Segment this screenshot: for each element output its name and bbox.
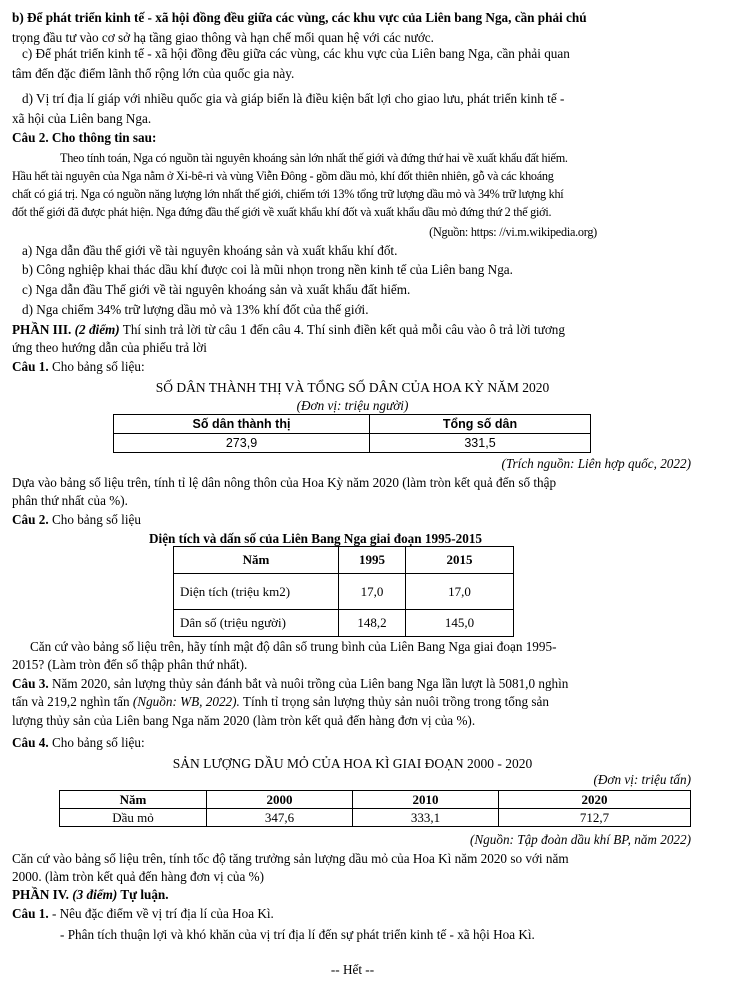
statement-c-cont: tâm đến đặc điểm lãnh thổ rộng lớn của quốc gia này.	[12, 66, 295, 81]
question-1-intro: Cho bảng số liệu:	[48, 359, 145, 374]
table-2-title: Diện tích và dấn số của Liên Bang Nga giai đoạn 1995-2015	[149, 531, 483, 546]
table-3-cell-2020: 712,7	[499, 809, 691, 827]
part-4-heading	[12, 887, 693, 903]
table-3-unit: (Đơn vị: triệu tấn)	[593, 772, 691, 787]
part-4-label: PHẦN IV.	[12, 887, 69, 902]
table-3-header-year: Năm	[60, 791, 207, 809]
question-1-text: Dựa vào bảng số liệu trên, tính tỉ lệ dân nông thôn của Hoa Kỳ năm 2020 (làm tròn kết quả đến số thập	[12, 475, 557, 490]
question-4-intro: Cho bảng số liệu:	[48, 735, 145, 750]
table-2-row-area-2015: 17,0	[406, 574, 514, 610]
essay-question-1-part-2: - Phân tích thuận lợi và khó khăn của vị trí địa lí đến sự phát triển kinh tế - xã hội Hoa Kì.	[60, 927, 535, 942]
statement-d: d) Vị trí địa lí giáp với nhiều quốc gia và giáp biển là điều kiện bất lợi cho giao lưu, phát triển kinh tế -	[22, 91, 565, 106]
part-4-title: Tự luận.	[117, 887, 169, 902]
us-oil-output-table	[59, 790, 691, 827]
table-2-row-pop-1995: 148,2	[339, 610, 406, 637]
option-c: c) Nga dẫn đầu Thế giới về tài nguyên khoáng sản và xuất khẩu đất hiếm.	[22, 282, 411, 297]
question-2-title: Câu 2. Cho thông tin sau:	[12, 130, 157, 145]
table-3-cell-2010: 333,1	[353, 809, 499, 827]
table-2-header-2015: 2015	[406, 547, 514, 574]
part-3-instructions-cont: ứng theo hướng dẫn của phiếu trả lời	[12, 340, 207, 355]
option-b: b) Công nghiệp khai thác dầu khí được coi là mũi nhọn trong nền kinh tế của Liên bang Nga.	[22, 262, 513, 277]
info-paragraph-line-2: Hầu hết tài nguyên của Nga nằm ở Xi-bê-ri và vùng Viễn Đông - gồm dầu mỏ, khí đốt thiên nhiên, gỗ và các khoáng	[12, 169, 554, 183]
question-2b-intro: Cho bảng số liệu	[48, 512, 141, 527]
option-a: a) Nga dẫn đầu thế giới về tài nguyên khoáng sản và xuất khẩu khí đốt.	[22, 243, 398, 258]
table-2-header-year: Năm	[174, 547, 339, 574]
table-2-row-area-label: Diện tích (triệu km2)	[174, 574, 339, 610]
part-4-points: (3 điểm)	[72, 887, 118, 902]
question-1-label: Câu 1.	[12, 359, 49, 374]
table-3-cell-2000: 347,6	[207, 809, 353, 827]
table-3-source: (Nguồn: Tập đoàn dầu khí BP, năm 2022)	[469, 832, 691, 847]
question-3-line-2	[12, 694, 693, 710]
essay-question-1	[12, 906, 693, 922]
table-3-header-2010: 2010	[353, 791, 499, 809]
table-1-cell-total: 331,5	[370, 434, 591, 453]
table-1-unit: (Đơn vị: triệu người)	[296, 398, 409, 413]
question-4-text-cont: 2000. (làm tròn kết quả đến hàng đơn vị của %)	[12, 869, 264, 884]
part-3-heading	[12, 322, 693, 338]
question-2b-label: Câu 2.	[12, 512, 49, 527]
info-paragraph-line-1: Theo tính toán, Nga có nguồn tài nguyên khoáng sản lớn nhất thế giới và đứng thứ hai về xuất khẩu đất hiếm.	[60, 151, 568, 165]
table-2-row-area-1995: 17,0	[339, 574, 406, 610]
question-3-label: Câu 3.	[12, 676, 49, 691]
question-3-text: Năm 2020, sản lượng thủy sản đánh bắt và nuôi trồng của Liên bang Nga lần lượt là 5081,0 nghìn	[48, 676, 569, 691]
statement-d-cont: xã hội của Liên bang Nga.	[12, 111, 152, 126]
source-wikipedia: (Nguồn: https: //vi.m.wikipedia.org)	[429, 225, 597, 239]
table-2-header-1995: 1995	[339, 547, 406, 574]
statement-b-cont: trọng đầu tư vào cơ sở hạ tầng giao thông và hạn chế mối quan hệ với các nước.	[12, 30, 434, 45]
table-3-title: SẢN LƯỢNG DẦU MỎ CỦA HOA KÌ GIAI ĐOẠN 2000 - 2020	[172, 756, 533, 771]
urban-population-table	[113, 414, 591, 453]
part-3-instructions: Thí sinh trả lời từ câu 1 đến câu 4. Thí sinh điền kết quả mỗi câu vào ô trả lời tương	[119, 322, 565, 337]
table-2-row-pop-2015: 145,0	[406, 610, 514, 637]
russia-area-population-table	[173, 546, 514, 637]
question-4-text: Căn cứ vào bảng số liệu trên, tính tốc độ tăng trưởng sản lượng dầu mỏ của Hoa Kì năm 2020 so với năm	[12, 851, 569, 866]
part-3-points: (2 điểm)	[74, 322, 120, 337]
question-2b-text: Căn cứ vào bảng số liệu trên, hãy tính mật độ dân số trung bình của Liên Bang Nga giai đoạn 1995-	[30, 639, 557, 654]
table-2-row-pop-label: Dân số (triệu người)	[174, 610, 339, 637]
statement-c: c) Để phát triển kinh tế - xã hội đồng đều giữa các vùng, các khu vực của Liên bang Nga, cần phải quan	[22, 46, 570, 61]
option-d: d) Nga chiếm 34% trữ lượng dầu mỏ và 13% khí đốt của thế giới.	[22, 302, 369, 317]
end-marker: -- Hết --	[330, 962, 375, 977]
question-3-text-a: tấn và 219,2 nghìn tấn	[12, 694, 133, 709]
table-3-row-label: Dầu mỏ	[60, 809, 207, 827]
info-paragraph-line-4: đốt thế giới đã được phát hiện. Nga đứng đầu thế giới về xuất khẩu khí đốt và xuất khẩu dầu mỏ đứng thứ 2 thế giới.	[12, 205, 552, 219]
table-1-header-total: Tổng số dân	[370, 415, 591, 434]
question-4-label: Câu 4.	[12, 735, 49, 750]
question-2b-heading	[12, 512, 693, 528]
table-1-cell-urban: 273,9	[114, 434, 370, 453]
info-paragraph-line-3: chất có giá trị. Nga có nguồn năng lượng lớn nhất thế giới, chiếm tới 13% tổng trữ lượng dầu mỏ và 34% trữ lượng khí	[12, 187, 564, 201]
question-1-heading	[12, 359, 693, 375]
table-1-title: SỐ DÂN THÀNH THỊ VÀ TỔNG SỐ DÂN CỦA HOA KỲ NĂM 2020	[155, 380, 550, 395]
part-3-label: PHẦN III.	[12, 322, 72, 337]
question-3-source: (Nguồn: WB, 2022).	[132, 694, 240, 709]
table-3-header-2020: 2020	[499, 791, 691, 809]
table-1-header-urban: Số dân thành thị	[114, 415, 370, 434]
question-3-line-1	[12, 676, 693, 692]
question-3-line-3: lượng thủy sản của Liên bang Nga năm 2020 (làm tròn kết quả đến hàng đơn vị của %).	[12, 713, 476, 728]
question-4-heading	[12, 735, 693, 751]
essay-question-1-label: Câu 1.	[12, 906, 49, 921]
essay-question-1-text: - Nêu đặc điểm về vị trí địa lí của Hoa Kì.	[48, 906, 274, 921]
table-3-header-2000: 2000	[207, 791, 353, 809]
question-3-text-b: Tính tỉ trọng sản lượng thủy sản nuôi trồng trong tổng sản	[239, 694, 549, 709]
question-1-text-cont: phân thứ nhất của %).	[12, 493, 128, 508]
statement-b: b) Để phát triển kinh tế - xã hội đồng đều giữa các vùng, các khu vực của Liên bang Nga, cần phải chú	[12, 10, 587, 25]
table-1-source: (Trích nguồn: Liên hợp quốc, 2022)	[501, 456, 691, 471]
question-2b-text-cont: 2015? (Làm tròn đến số thập phân thứ nhất).	[12, 657, 248, 672]
